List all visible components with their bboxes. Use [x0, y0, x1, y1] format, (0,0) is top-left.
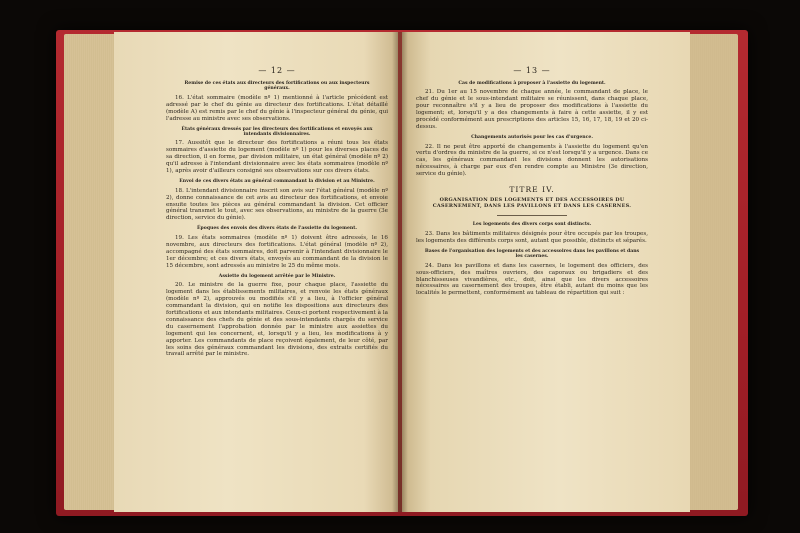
section-heading: Époques des envois des divers états de l'assiette du logement. [197, 226, 357, 232]
section-heading: Assiette du logement arrêtée par le Ministre. [218, 273, 336, 279]
section-heading: Bases de l'organisation des logements et des accessoires dans les pavillons et dans les casernes. [424, 248, 640, 260]
section-heading: Remise de ces états aux directeurs des fortifications ou aux inspecteurs généraux. [184, 81, 370, 92]
section-heading: Les logements des divers corps sont distincts. [472, 222, 592, 228]
page-number: — 13 — [513, 66, 551, 75]
left-page-content [166, 81, 388, 358]
section-heading: Cas de modifications à proposer à l'assiette du logement. [458, 81, 606, 86]
article-paragraph: 18. L'intendant divisionnaire inscrit son avis sur l'état général (modèle nº 2), donne connaissance de cet avis au directeur des fortifications, et envoie ensuite toutes les pièces au général commandant la division. Cet officier général transmet le tout, avec ses observations, au ministre de la guerre (3e direction, service du génie). [166, 187, 388, 222]
article-paragraph: 23. Dans les bâtiments militaires désignés pour être occupés par les troupes, les logements des différents corps sont, autant que possible, distincts et séparés. [416, 230, 648, 244]
right-page-content [416, 81, 648, 297]
divider [497, 215, 567, 216]
chapter-subtitle: ORGANISATION DES LOGEMENTS ET DES ACCESSOIRES DU CASERNEMENT, DANS LES PAVILLONS ET DANS LES CASERNES. [432, 197, 632, 210]
section-heading: Changements autorisés pour les cas d'urgence. [471, 135, 593, 141]
chapter-title: TITRE IV. [509, 185, 555, 195]
article-paragraph: 21. Du 1er au 15 novembre de chaque année, le commandant de place, le chef du génie et le sous-intendant militaire se réunissent, dans chaque place, pour reconnaître s'il y a lieu de proposer des modifications à l'assiette du logement; et, lorsqu'il y a des changements à faire à cette assiette, il y est procédé conformément aux prescriptions des articles 15, 16, 17, 18, 19 et 20 ci-dessus. [416, 89, 648, 131]
article-paragraph: 17. Aussitôt que le directeur des fortifications a réuni tous les états sommaires d'assiette du logement (modèle nº 1) pour les diverses places de sa direction, il en forme, par division militaire, un état général (modèle nº 2) qu'il adresse à l'intendant divisionnaire avec les états sommaires (modèle nº 1), après avoir d'ailleurs consigné ses observations sur ces divers états. [166, 140, 388, 175]
article-paragraph: 22. Il ne peut être apporté de changements à l'assiette du logement qu'en vertu d'ordres du ministre de la guerre, si ce n'est lorsqu'il y a urgence. Dans ce cas, les généraux commandant les divisions donnent les autorisations nécessaires, à charge par eux d'en rendre compte au Ministre (3e direction, service du génie). [416, 143, 648, 178]
article-paragraph: 20. Le ministre de la guerre fixe, pour chaque place, l'assiette du logement dans les établissements militaires, et renvoie les états généraux (modèle nº 2), approuvés ou modifiés s'il y a lieu, à l'officier général commandant la division, qui en notifie les dispositions aux directeurs des fortifications et aux intendants militaires. Ceux-ci portent respectivement à la connaissance des chefs du génie et des sous-intendants chargés du service du casernement l'approbation donnée par le ministre aux assiettes du logement qui les concernent, et, lorsqu'il y a lieu, les modifications à y apporter. Les commandants de place reçoivent également, de leur côté, par les soins des généraux commandant les divisions, des extraits certifiés du travail arrêté par le ministre. [166, 281, 388, 358]
left-page [114, 32, 398, 512]
article-paragraph: 24. Dans les pavillons et dans les casernes, le logement des officiers, des sous-officiers, des maîtres ouvriers, des caporaux ou brigadiers et des blanchisseuses vivandières, etc., doit, ainsi que les divers accessoires nécessaires au casernement des troupes, être établi, autant du moins que les localités le permettent, conformément au tableau de répartition qui suit : [416, 262, 648, 297]
article-paragraph: 16. L'état sommaire (modèle nº 1) mentionné à l'article précédent est adressé par le chef du génie au directeur des fortifications. L'état détaillé (modèle A) est remis par le chef du génie à l'inspecteur général du génie, qui l'adresse au ministre avec ses observations. [166, 94, 388, 122]
article-paragraph: 19. Les états sommaires (modèle nº 1) doivent être adressés, le 16 novembre, aux directeurs des fortifications. L'état général (modèle nº 2), accompagné des états sommaires, doit parvenir à l'intendant divisionnaire le 1er décembre; et ces divers états, envoyés au commandant de la division le 15 décembre, sont adressés au ministre le 25 du même mois. [166, 234, 388, 269]
book-gutter [392, 32, 408, 512]
page-stack-right [686, 34, 738, 510]
page-number: — 12 — [258, 66, 296, 75]
section-heading: États généraux dressés par les directeurs des fortifications et envoyés aux intendants divisionnaires. [181, 126, 373, 138]
right-page [402, 32, 690, 512]
section-heading: Envoi de ces divers états au général commandant la division et au Ministre. [179, 179, 375, 185]
page-stack-left [64, 34, 118, 510]
